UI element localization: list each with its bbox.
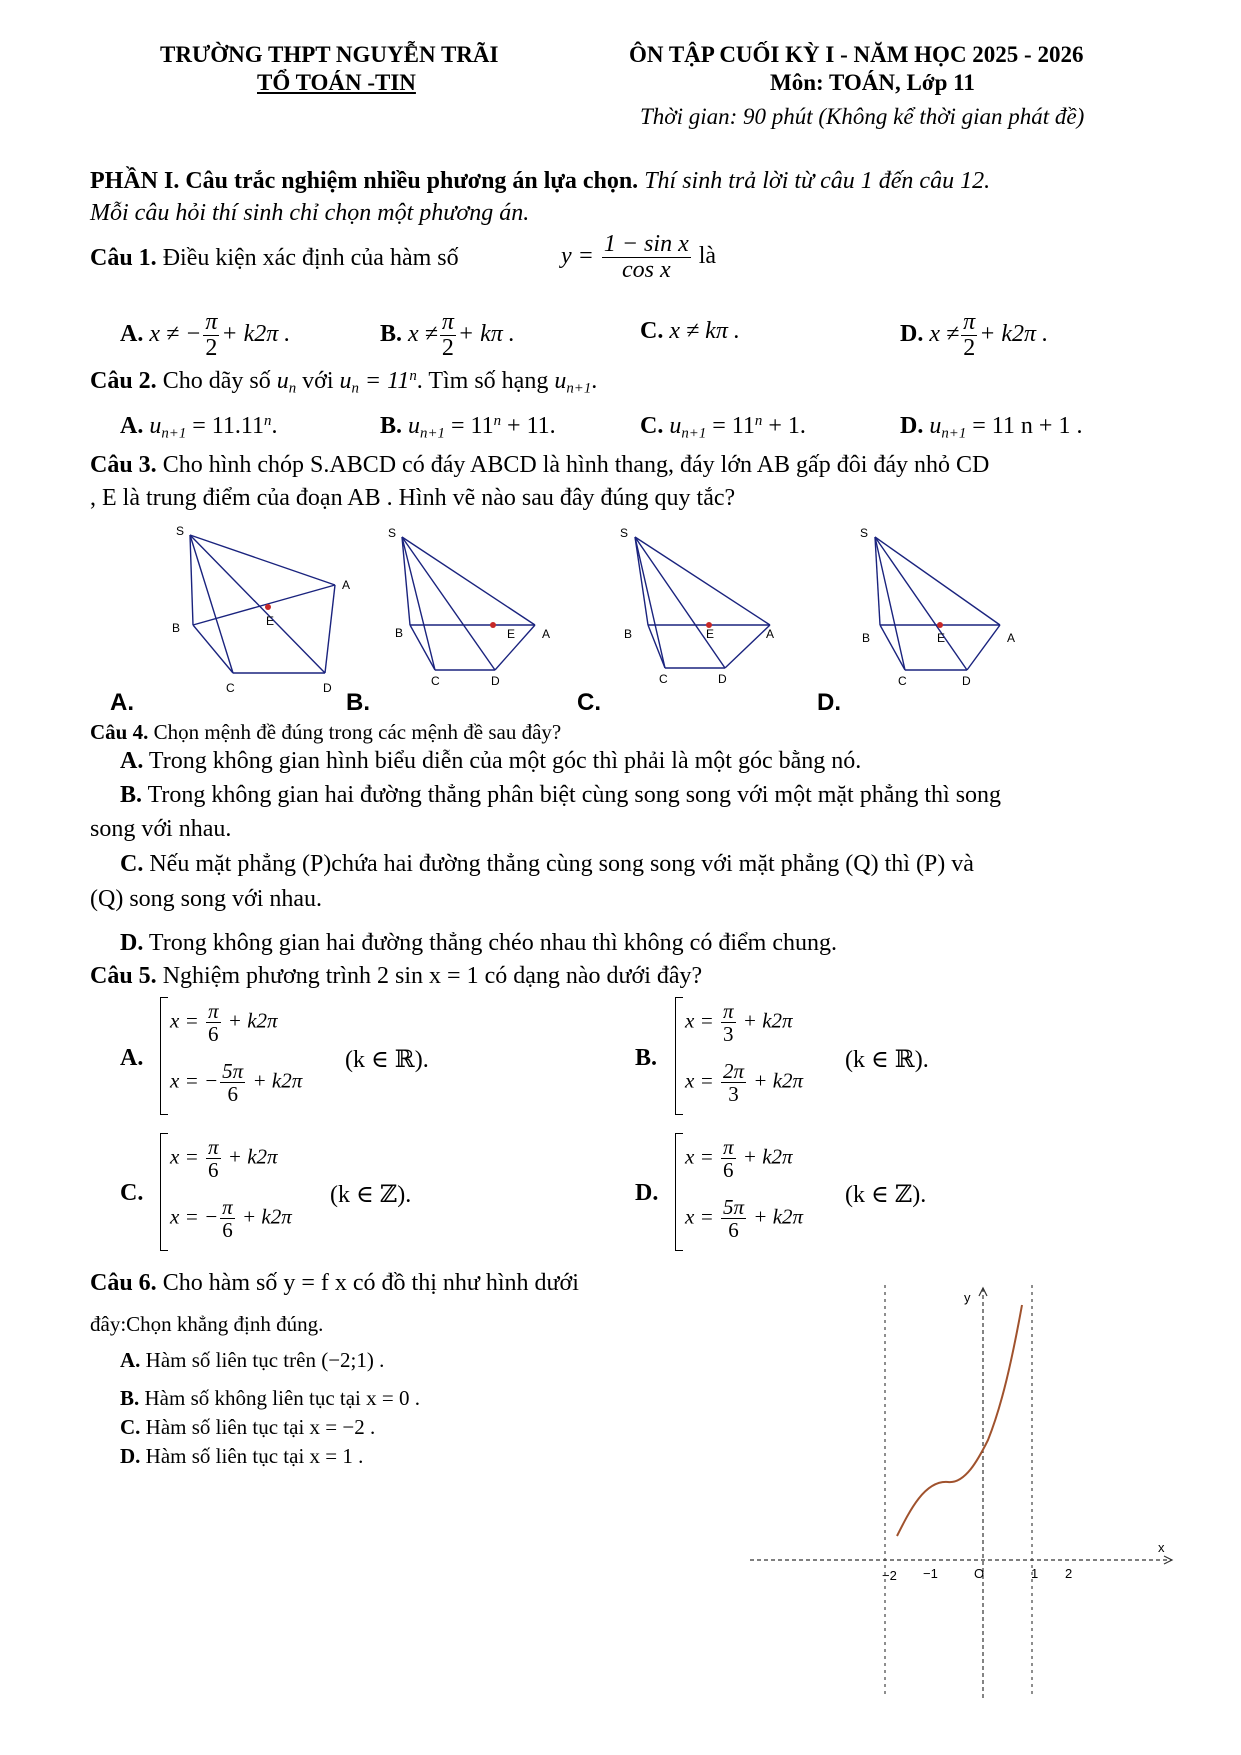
svg-text:B: B — [862, 631, 871, 645]
svg-text:A: A — [766, 627, 775, 641]
svg-text:S: S — [860, 526, 869, 540]
q6-option-c: C. Hàm số liên tục tại x = −2 . — [120, 1415, 376, 1439]
q5-a-domain: (k ∈ ℝ). — [345, 1047, 429, 1073]
q5-option-b-label: B. — [635, 1045, 658, 1071]
svg-text:1: 1 — [1031, 1566, 1039, 1581]
svg-text:A.: A. — [110, 689, 134, 716]
q5-a-line2: x = − $\frac{5\pi}{6}$ + k2π — [170, 1059, 303, 1107]
q2-option-d: D. $u_{n+1} = 11$ n + 1 . — [900, 413, 1083, 442]
q2-option-c: C. $u_{n+1} = 11^n + 1$. — [640, 413, 806, 442]
svg-text:C: C — [898, 674, 907, 688]
q6-option-b: B. Hàm số không liên tục tại x = 0 . — [120, 1386, 420, 1410]
q4-option-b: B. Trong không gian hai đường thẳng phân biệt cùng song song với một mặt phẳng thì song — [120, 782, 1002, 808]
svg-text:D: D — [962, 674, 971, 688]
q5-b-domain: (k ∈ ℝ). — [845, 1047, 929, 1073]
question-2: Câu 2. Cho dãy số $u_n$ với $u_n = 11^n$. Tìm số hạng $u_{n+1}$. — [90, 368, 598, 397]
q1-option-c: C. x ≠ kπ . — [640, 318, 740, 344]
pyramid-figure-c — [635, 537, 770, 668]
svg-text:y: y — [964, 1290, 971, 1305]
department-name: TỔ TOÁN -TIN — [257, 70, 416, 95]
q5-option-d-label: D. — [635, 1180, 659, 1206]
q6-option-a: A. Hàm số liên tục trên (−2;1) . — [120, 1348, 385, 1372]
svg-text:D: D — [718, 672, 727, 686]
svg-text:B: B — [395, 626, 404, 640]
question-6: Câu 6. Cho hàm số y = f x có đồ thị như hình dưới — [90, 1270, 579, 1296]
question-4: Câu 4. Chọn mệnh đề đúng trong các mệnh đề sau đây? — [90, 720, 562, 744]
svg-text:D.: D. — [817, 689, 841, 716]
exam-subject: Môn: TOÁN, Lớp 11 — [770, 70, 975, 95]
exam-title: ÔN TẬP CUỐI KỲ I - NĂM HỌC 2025 - 2026 — [629, 42, 1084, 67]
q4-option-c-cont: (Q) song song với nhau. — [90, 886, 323, 912]
q1-option-d: D. x ≠ $\frac{\pi}{2}$ + k2π . — [900, 309, 1049, 362]
q3-figures — [90, 525, 1150, 725]
svg-text:C: C — [226, 681, 235, 695]
exam-time: Thời gian: 90 phút (Không kể thời gian phát đề) — [640, 104, 1085, 129]
svg-text:−1: −1 — [923, 1566, 938, 1581]
q5-c-domain: (k ∈ ℤ). — [330, 1182, 412, 1208]
q5-c-line2: x = − $\frac{\pi}{6}$ + k2π — [170, 1195, 292, 1243]
svg-text:D: D — [323, 681, 332, 695]
svg-text:S: S — [620, 526, 629, 540]
q5-d-domain: (k ∈ ℤ). — [845, 1182, 927, 1208]
svg-text:A: A — [542, 627, 551, 641]
question-6-line2: đây:Chọn khẳng định đúng. — [90, 1312, 324, 1336]
school-name: TRƯỜNG THPT NGUYỄN TRÃI — [160, 42, 499, 67]
svg-text:A: A — [342, 578, 351, 592]
svg-text:2: 2 — [1065, 1566, 1073, 1581]
svg-text:−2: −2 — [882, 1568, 897, 1583]
pyramid-figure-b — [402, 537, 535, 670]
q6-graph-plot — [750, 1280, 1180, 1700]
svg-text:B: B — [172, 621, 181, 635]
svg-text:C: C — [431, 674, 440, 688]
q5-d-line2: x = $\frac{5\pi}{6}$ + k2π — [685, 1195, 804, 1243]
pyramid-figure-a — [190, 535, 335, 673]
q4-option-d: D. Trong không gian hai đường thẳng chéo nhau thì không có điểm chung. — [120, 930, 837, 956]
q2-option-a: A. $u_{n+1} = 11.11^n$. — [120, 413, 278, 442]
q5-b-line2: x = $\frac{2\pi}{3}$ + k2π — [685, 1059, 804, 1107]
svg-text:D: D — [491, 674, 500, 688]
function-curve — [897, 1305, 1022, 1536]
question-5: Câu 5. Nghiệm phương trình 2 sin x = 1 có dạng nào dưới đây? — [90, 963, 703, 989]
part1-instruction: Mỗi câu hỏi thí sinh chỉ chọn một phương án. — [90, 200, 530, 226]
svg-text:E: E — [507, 627, 516, 641]
svg-text:B: B — [624, 627, 633, 641]
q5-d-line1: x = $\frac{\pi}{6}$ + k2π — [685, 1135, 793, 1183]
svg-text:C: C — [659, 672, 668, 686]
q1-option-a: A. x ≠ − $\frac{\pi}{2}$ + k2π . — [120, 309, 291, 362]
q5-option-a-label: A. — [120, 1045, 144, 1071]
svg-text:E: E — [706, 627, 715, 641]
question-1: Câu 1. Điều kiện xác định của hàm số — [90, 245, 459, 271]
q5-b-line1: x = $\frac{\pi}{3}$ + k2π — [685, 999, 793, 1047]
svg-text:S: S — [176, 525, 185, 538]
question-3: Câu 3. Cho hình chóp S.ABCD có đáy ABCD là hình thang, đáy lớn AB gấp đôi đáy nhỏ CD — [90, 452, 990, 478]
q6-option-d: D. Hàm số liên tục tại x = 1 . — [120, 1444, 364, 1468]
part1-heading: PHẦN I. Câu trắc nghiệm nhiều phương án lựa chọn. Thí sinh trả lời từ câu 1 đến câu 12. — [90, 168, 991, 194]
q4-option-b-cont: song với nhau. — [90, 816, 232, 842]
q2-option-b: B. $u_{n+1} = 11^n + 11$. — [380, 413, 556, 442]
svg-text:x: x — [1158, 1540, 1165, 1555]
question-3-line2: , E là trung điểm của đoạn AB . Hình vẽ nào sau đây đúng quy tắc? — [90, 485, 736, 511]
q4-option-a: A. Trong không gian hình biểu diễn của một góc thì phải là một góc bằng nó. — [120, 748, 862, 774]
svg-text:E: E — [937, 631, 946, 645]
q5-c-line1: x = $\frac{\pi}{6}$ + k2π — [170, 1135, 278, 1183]
svg-text:A: A — [1007, 631, 1016, 645]
q5-a-line1: x = $\frac{\pi}{6}$ + k2π — [170, 999, 278, 1047]
q4-option-c: C. Nếu mặt phẳng (P)chứa hai đường thẳng cùng song song với mặt phẳng (Q) thì (P) và — [120, 851, 974, 877]
svg-text:C.: C. — [577, 689, 601, 716]
svg-text:O: O — [974, 1566, 985, 1581]
svg-text:S: S — [388, 526, 397, 540]
pyramid-figure-d — [875, 537, 1000, 670]
svg-text:B.: B. — [346, 689, 370, 716]
svg-text:E: E — [266, 614, 275, 628]
q5-option-c-label: C. — [120, 1180, 144, 1206]
q1-option-b: B. x ≠ $\frac{\pi}{2}$ + kπ . — [380, 309, 515, 362]
q1-function: y = $\frac{\text{1 − sin x}}{\text{cos x}}$ là — [561, 231, 717, 284]
